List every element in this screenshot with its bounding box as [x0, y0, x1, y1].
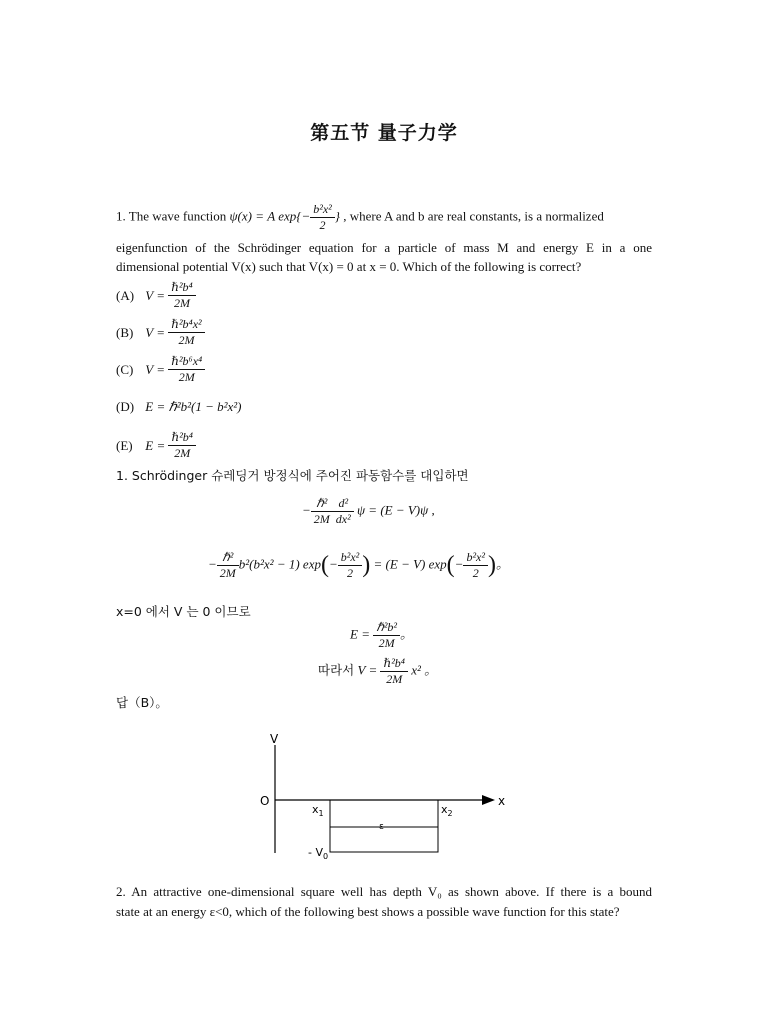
option-b: (B) V = $\frac{\text{ℏ²b⁴x²}}{2M}$ [116, 317, 205, 348]
x1-label: $x_1$ [312, 803, 324, 818]
energy-result: E = $\frac{\text{ℏ²b²}}{2M}$ 。 [350, 620, 414, 650]
q1-line-3: dimensional potential V(x) such that V(x) = 0 at x = 0. Which of the following is correct? [116, 259, 582, 274]
option-a: (A) V = $\frac{\text{ℏ²b⁴}}{2M}$ [116, 280, 196, 311]
wave-function-exponent: $\frac{\text{b²x²}}{2}$ [310, 202, 335, 233]
q2-line-2: state at an energy ε<0, which of the following best shows a possible wave function for this state? [116, 904, 620, 919]
option-c: (C) V = $\frac{\text{ℏ²b⁶x⁴}}{2M}$ [116, 354, 205, 385]
q1-line-2: eigenfunction of the Schrödinger equation for a particle of mass M and energy E in a one [116, 240, 652, 255]
well-rect [330, 800, 438, 852]
x-axis-label: x [498, 794, 506, 808]
q1-suffix: , where A and b are real constants, is a normalized [343, 208, 604, 224]
solution-condition: x=0 에서 V 는 0 이므로 [116, 604, 251, 619]
origin-label: O [260, 794, 270, 808]
page-title: 第五节 量子力学 [310, 122, 458, 144]
x-axis-arrow-icon [482, 795, 495, 805]
potential-result: 따라서 V = $\frac{\text{ℏ²b⁴}}{2M}$ x² 。 [318, 656, 438, 686]
substituted-equation: − $\frac{\text{ℏ²}}{2M}$ b²(b²x² − 1) exp(− $\frac{\text{b²x²}}{2}$ ) = (E − V) exp(− $\frac{\text{b²x²}}{2}$ )。 [208, 550, 509, 580]
wave-function-lhs: ψ(x) = A exp{− [229, 208, 311, 224]
energy-label: ε [379, 822, 384, 832]
answer: 답（B）。 [116, 695, 168, 710]
option-d: (D) E = ℏ²b²(1 − b²x²) [116, 399, 242, 415]
v-axis-label: V [270, 732, 279, 746]
square-well-diagram [250, 725, 520, 865]
q1-first-line [116, 202, 604, 233]
q2-line-1: 2. An attractive one-dimensional square well has depth V₀ as shown above. If there is a bound [116, 884, 652, 899]
x2-label: $x_2$ [441, 803, 453, 818]
well-depth-label: - $V_0$ [308, 846, 329, 861]
schrodinger-equation: − $\frac{\text{ℏ²}}{2M}$ $\frac{\text{d²}}{\text{dx²}}$ ψ = (E − V)ψ , [302, 496, 435, 526]
option-e: (E) E = $\frac{\text{ℏ²b⁴}}{2M}$ [116, 430, 196, 461]
solution-intro: 1. Schrödinger 슈레딩거 방정식에 주어진 파동함수를 대입하면 [116, 468, 469, 483]
q1-prefix: 1. The wave function [116, 208, 230, 224]
wave-function-close: } [334, 208, 340, 224]
